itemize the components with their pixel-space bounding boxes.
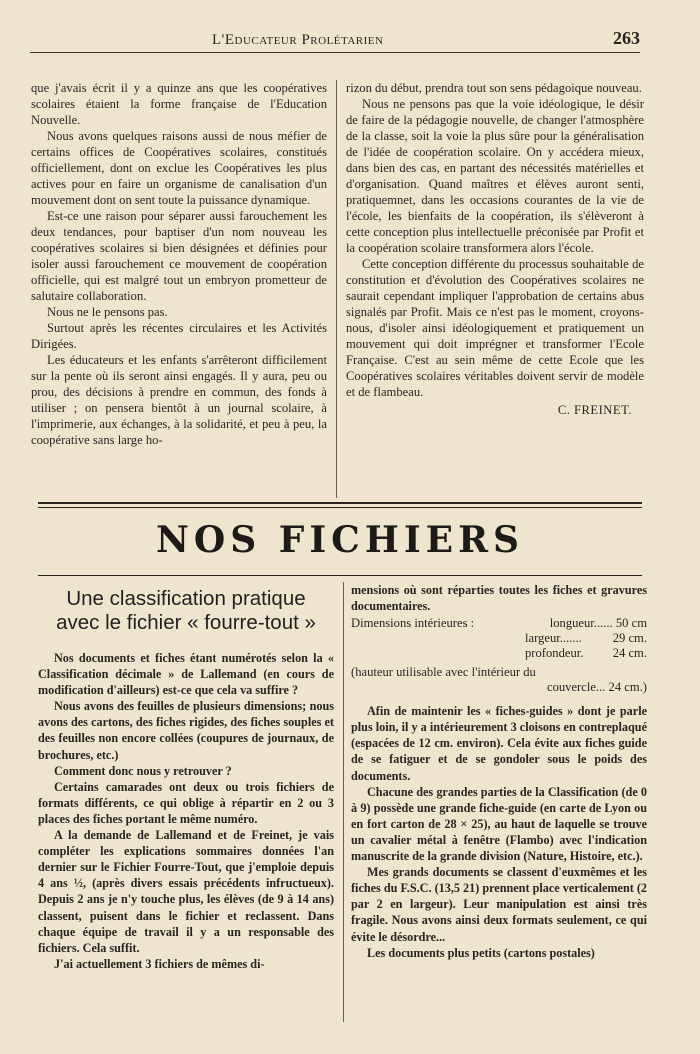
paragraph: Nous ne pensons pas que la voie idéologique, le désir de faire de la pédagogie nouvelle, de changer l'atmosphère de la classe, soit la voie la plus sûre pour la généralisation de l'idée de coopération scolaire. On y accédera mieux, dans bien des cas, en partant des nécessités matérielles et d'organisation. Quand maîtres et élèves auront senti, pratiquemnet, dans les occasions courantes de la vie de l'école, les bienfaits de la coopération, ils s'élèveront à cette conception plus intellectuelle préconisée par Profit et la coopération scolaire transformera alors l'école. xyxy=(346,97,644,255)
dimension-name: profondeur. xyxy=(525,646,584,661)
column-divider xyxy=(336,80,337,498)
dimensions-note-line: couvercle... 24 cm.) xyxy=(546,680,647,695)
running-head xyxy=(30,28,640,56)
dimensions-table xyxy=(351,616,647,661)
paragraph: A la demande de Lallemand et de Freinet, je vais compléter les explications sommaires données l'an dernier sur le Fichier Fourre-Tout, que j'emploie depuis 4 ans ½, (après divers essais précédents infructueux). Depuis 2 ans je n'y touche plus, les élèves (de 9 à 14 ans) classent, puisent dans le fichier et reclassent. Dans chaque équipe de travail il y a un responsable des fichiers. Cela suffit. xyxy=(38,828,334,955)
column-divider xyxy=(343,582,344,1022)
dimension-value: 24 cm. xyxy=(612,646,647,661)
dimension-value: 29 cm. xyxy=(612,631,647,646)
section-title: NOS FICHIERS xyxy=(155,519,525,561)
paragraph: Surtout après les récentes circulaires et les Activités Dirigées. xyxy=(31,321,327,351)
paragraph: Les documents plus petits (cartons postales) xyxy=(367,945,595,960)
paragraph: Nos documents et fiches étant numérotés selon la « Classification décimale » de Lallemand (en cours de modification d'ailleurs) est-ce que cela va suffire ? xyxy=(38,651,334,698)
paragraph: Nous avons des feuilles de plusieurs dimensions; nous avons des cartons, des fiches rigides, des fiches souples et des feuilles non encore collées (coupures de journaux, de brochures, etc.) xyxy=(38,699,334,762)
paragraph: Est-ce une raison pour séparer aussi farouchement les deux tendances, pour baptiser d'un nom nouveau les coopératives scolaires si bien désignées et définies pour isoler aussi farouchement ce mouvement de coopération officielle, qui est malgré tout un embryon prometteur de salutaire collaboration. xyxy=(31,209,327,303)
paragraph: Comment donc nous y retrouver ? xyxy=(54,763,232,778)
dimensions-row xyxy=(351,616,647,631)
article-title xyxy=(36,587,336,635)
article-title-line: avec le fichier « fourre-tout » xyxy=(56,611,316,634)
dimensions-label: Dimensions intérieures : xyxy=(351,616,475,631)
column-top-right xyxy=(346,80,644,418)
page-number: 263 xyxy=(613,28,640,48)
dimensions-note-line: (hauteur utilisable avec l'intérieur du xyxy=(351,665,536,680)
dimensions-note xyxy=(351,665,647,695)
paragraph: rizon du début, prendra tout son sens pédagoique nouveau. xyxy=(346,81,642,95)
section-rule-thick xyxy=(38,502,642,504)
article-title-line: Une classification pratique xyxy=(66,587,306,610)
signature: C. FREINET. xyxy=(557,403,632,417)
column-top-left xyxy=(31,80,327,448)
paragraph: Chacune des grandes parties de la Classification (de 0 à 9) possède une grande fiche-guide (en carte de Lyon ou en fort carton de 28 × 25), au haut de laquelle se trouve un cavalier métal à fenêtre (Flambo) avec l'indication manuscrite de la grande division (Nature, Histoire, etc.). xyxy=(351,784,647,864)
paragraph: Nous avons quelques raisons aussi de nous méfier de certains offices de Coopératives scolaires, constitués officiellement, dont on exclue les Coopératives les plus actives pour en faire un organisme de canalisation d'un mouvement dont on sent toute la puissance dynamique. xyxy=(31,129,327,207)
dimensions-row xyxy=(351,631,647,646)
dimensions-row xyxy=(351,646,647,661)
paragraph: Afin de maintenir les « fiches-guides » dont je parle plus loin, il y a intérieurement 3 cloisons en contreplaqué (espacées de 12 cm. environ). Cela évite aux fiches guide de se fatiguer et de se gondoler sous le poids des documents. xyxy=(351,704,647,783)
section-rule-thin xyxy=(38,507,642,508)
paragraph: que j'avais écrit il y a quinze ans que les coopératives scolaires étaient la forme française de l'Education Nouvelle. xyxy=(31,81,327,127)
journal-title: L'Educateur Prolétarien xyxy=(212,32,384,48)
paragraph: J'ai actuellement 3 fichiers de mêmes di- xyxy=(54,956,265,971)
paragraph: Cette conception différente du processus souhaitable de constitution et d'évolution des Coopératives scolaires ne saurait cependant impliquer l'approbation de certains abus signalés par Profit. Mais ce n'est pas le moment, croyons-nous, d'isoler ainsi idéologiquement et pratiquement un mouvement qui doit imprégner et transformer l'Ecole Française. C'est au sein même de cette Ecole que les Coopératives scolaires véritables doivent servir de modèle et de flambeau. xyxy=(346,257,644,399)
paragraph: Les éducateurs et les enfants s'arrêteront difficilement sur la pente où ils seront ainsi engagés. Il y aura, peu ou prou, des décisions à prendre en commun, des fonds à utiliser ; on pensera bientôt à un journal scolaire, à l'imprimerie, aux échanges, à la solidarité, et peu à peu, la coopérative sans large ho- xyxy=(31,353,327,447)
column-bottom-right xyxy=(351,582,647,961)
dimension-name: longueur...... xyxy=(549,616,613,631)
paragraph: mensions où sont réparties toutes les fiches et gravures documentaires. xyxy=(351,583,647,614)
paragraph: Mes grands documents se classent d'euxmêmes et les fiches du F.S.C. (13,5 21) prennent place verticalement (2 par 2 en largeur). Leur manipulation est ainsi très fragile. Nous avons ainsi deux formats seulement, ce qui évite le désordre... xyxy=(351,865,647,944)
header-rule xyxy=(30,52,640,53)
dimension-name: largeur....... xyxy=(525,631,582,646)
paragraph: Certains camarades ont deux ou trois fichiers de formats différents, ce qui oblige à répartir en 2 ou 3 places des fiches portant le même numéro. xyxy=(38,779,334,826)
dimension-value: 50 cm xyxy=(615,616,647,631)
column-bottom-left xyxy=(38,650,334,972)
section-rule-bottom xyxy=(38,575,642,576)
paragraph: Nous ne le pensons pas. xyxy=(47,305,168,319)
